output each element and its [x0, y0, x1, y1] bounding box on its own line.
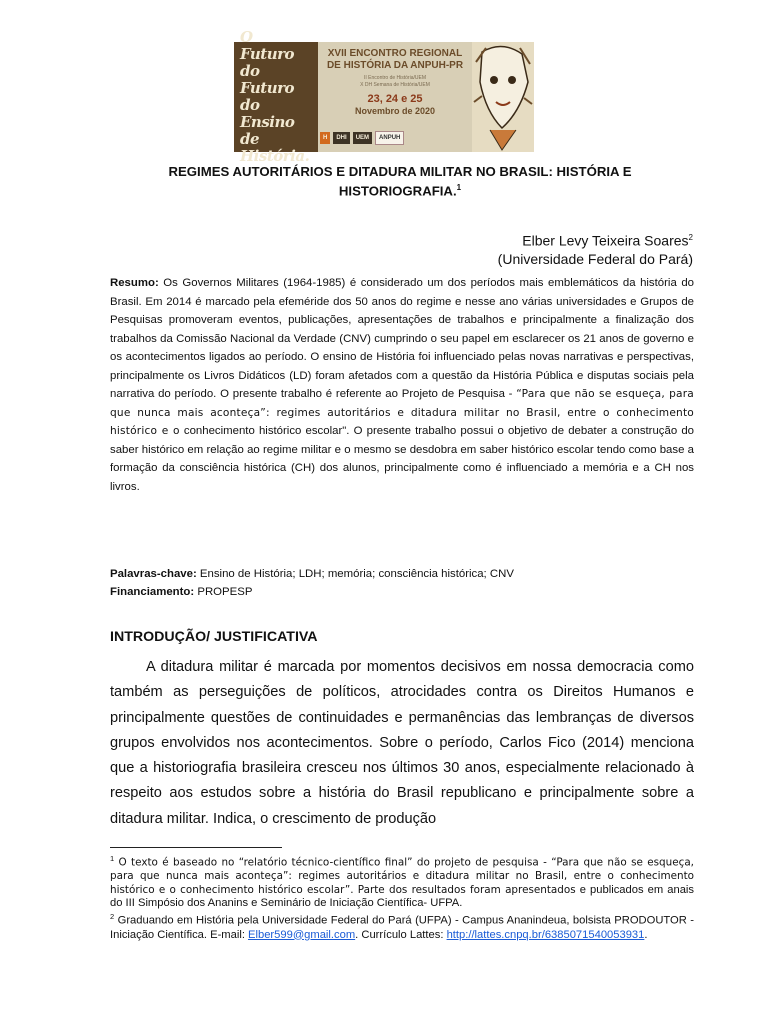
event-subtitle: X DH Semana de História/UEM [360, 82, 430, 88]
event-banner [234, 28, 534, 165]
banner-event-info [320, 48, 470, 117]
author-affiliation: (Universidade Federal do Pará) [497, 250, 693, 267]
keywords-text: Ensino de História; LDH; memória; consciência histórica; CNV [196, 568, 514, 580]
sponsor-logo: DHI [333, 132, 349, 144]
funding-label: Financiamento: [110, 586, 195, 598]
footnote-number: 1 [110, 854, 115, 863]
footnote-text: Graduando em História pela Universidade Federal do Pará (UFPA) - Campus Ananindeua, bolsista PRODOUTOR - Iniciação Científica. E-mail: [110, 915, 694, 941]
keywords-label: Palavras-chave: [110, 568, 197, 580]
lattes-link[interactable]: http://lattes.cnpq.br/6385071540053931 [446, 928, 645, 941]
footnote-text: . Currículo Lattes: [355, 928, 447, 941]
author-name-line [498, 229, 693, 250]
banner-slogan-line: do Ensino [240, 96, 295, 131]
footnote-text: O texto é baseado no “relatório técnico-científico final” do projeto de pesquisa - “Para que não se esqueça, para que nunca mais aconteça”: regimes autoritários e ditadura militar no Brasil, entre o conhecimento histórico e o conhecimento histórico escolar”. Parte dos resultados foram apresentados [110, 856, 694, 896]
section-heading: INTRODUÇÃO/ JUSTIFICATIVA [110, 629, 318, 645]
footnote-2 [110, 910, 694, 942]
intro-paragraph: A ditadura militar é marcada por momentos decisivos em nossa democracia como também as perseguições de políticos, atrocidades contra os Direitos Humanos e principalmente questões de continuidades e permanências das lembranças de diversos grupos envolvidos nos acontecimentos. Sobre o período, Carlos Fico (2014) menciona que a historiografia brasileira cresceu nos últimos 30 anos, especialmente relacionado à respeito aos estudos sobre a história do Brasil republicano e principalmente sobre a ditadura militar. Indica, o crescimento de produção [110, 659, 694, 827]
sponsor-logo: ANPUH [375, 131, 404, 145]
author-name: Elber Levy Teixeira Soares [522, 232, 689, 249]
banner-slogan [234, 28, 318, 165]
abstract-label: Resumo: [110, 277, 159, 289]
banner-slogan-line: do Futuro [240, 62, 295, 97]
funding-text: PROPESP [194, 586, 253, 598]
footnote-divider [110, 847, 282, 848]
footnote-1 [110, 852, 694, 910]
footnote-number: 2 [110, 912, 115, 922]
banner-slogan-line: Futuro [240, 45, 295, 63]
keywords-block [110, 565, 694, 601]
abstract [110, 274, 694, 497]
sponsor-logo: H [320, 132, 330, 144]
sponsor-logos [320, 130, 490, 146]
banner-illustration [472, 42, 534, 152]
keywords-line [110, 565, 694, 583]
event-month: Novembro de 2020 [354, 106, 436, 116]
abstract-text: Os Governos Militares (1964-1985) é considerado um dos períodos mais emblemáticos da história do Brasil. Em 2014 é marcado pela efeméride dos 50 anos do regime e nesse ano várias universidades e Grupos de Pesquisas promoveram eventos, publicações, apresentações de trabalhos e principalmente a finalização dos trabalhos da Comissão Nacional da Verdade (CNV) cumprindo o seu papel em esclarecer os 21 anos de governo e os acontecimentos ligados ao período. O ensino de História foi influenciado pelas novas narrativas e perspectivas, principalmente os Livros Didáticos (LD) foram afetados com a questão da História Pública e disputas sociais pela narrativa do período. O presente trabalho é referente ao Projeto de Pesquisa - [110, 277, 694, 401]
footnotes [110, 852, 694, 942]
email-link[interactable]: Elber599@gmail.com [248, 928, 356, 941]
event-subtitle: II Encontro de História/UEM [364, 75, 426, 81]
event-dates: 23, 24 e 25 [367, 93, 423, 105]
author-block [498, 229, 693, 268]
abstract-text: conhecimento histórico escolar". O presente trabalho possui o objetivo de debater a construção do saber histórico em relação ao regime militar e o mesmo se desdobra em saber histórico escolar tendo como base a formação da consciência histórica (CH) dos alunos, principalmente como é influenciado a memória e a CH nos livros. [110, 425, 694, 494]
event-name-line2: DE HISTÓRIA DA ANPUH-PR [326, 60, 464, 71]
paper-title-text: REGIMES AUTORITÁRIOS E DITADURA MILITAR NO BRASIL: HISTÓRIA E HISTORIOGRAFIA. [168, 164, 632, 199]
paper-title [110, 164, 690, 199]
footnote-text: e publicados em anais do III Simpósio dos Ananins e Seminário de Iniciação Científica- UFPA. [110, 883, 694, 909]
banner-slogan-line: O [240, 28, 253, 46]
banner-slogan-line: de História. [240, 130, 310, 165]
funding-line [110, 583, 694, 601]
footnote-text: . [644, 928, 648, 941]
title-footnote-ref[interactable]: 1 [456, 183, 462, 192]
abstract-project-title: “Para que não se esqueça, para que nunca mais aconteça”: regimes autoritários e ditadura militar no Brasil, entre o conhecimento histórico e o [110, 388, 694, 438]
author-footnote-ref[interactable]: 2 [688, 233, 693, 242]
sponsor-logo: UEM [353, 132, 372, 144]
event-name-line1: XVII ENCONTRO REGIONAL [327, 48, 463, 59]
